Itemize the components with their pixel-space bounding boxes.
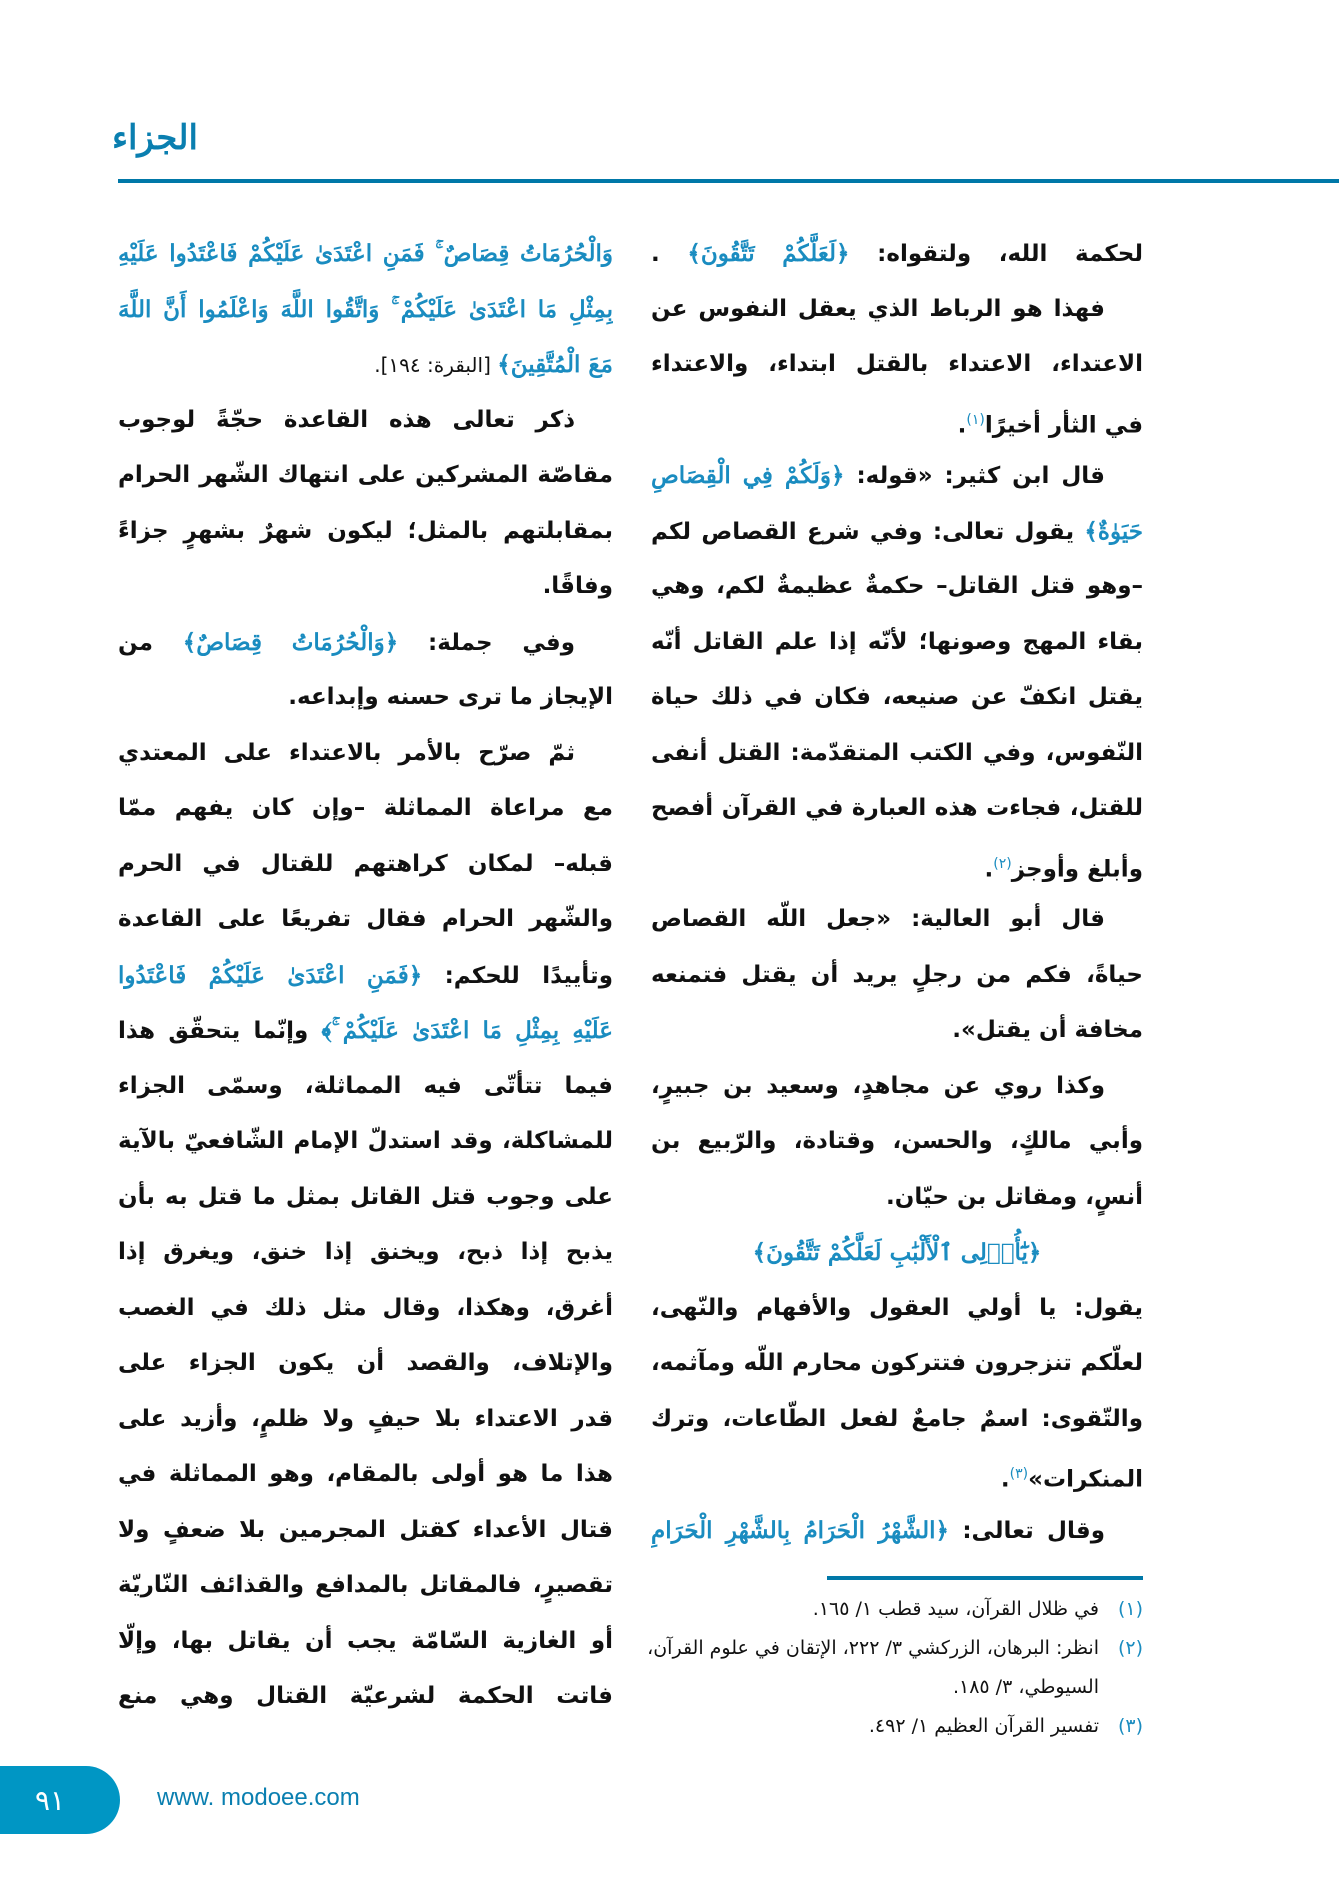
footnote-number: (٣) <box>1117 1715 1143 1737</box>
text-line <box>118 1392 613 1448</box>
text-line <box>118 1281 613 1337</box>
footnote-text: تفسير القرآن العظيم ١/ ٤٩٢. <box>868 1715 1099 1737</box>
text-line <box>118 1059 613 1115</box>
text-line <box>651 1059 1143 1115</box>
footnote-reference[interactable]: (٢) <box>993 855 1012 872</box>
quran-verse: ﴿يَٰٓأُو۟لِى ٱلْأَلْبَٰبِ لَعَلَّكُمْ تَتَّقُونَ﴾ <box>752 1239 1042 1266</box>
quran-verse: مَعَ الْمُتَّقِينَ﴾ <box>497 351 613 378</box>
text-line <box>651 670 1143 726</box>
body-text: يقول تعالى: وفي شرع القصاص لكم <box>651 518 1085 545</box>
body-text: فاتت الحكمة لشرعيّة القتال وهي منع <box>118 1683 613 1709</box>
body-text: فيما تتأتّى فيه المماثلة، وسمّى الجزاء <box>118 1072 613 1099</box>
body-text: . <box>984 856 994 883</box>
text-line <box>118 1447 613 1503</box>
text-line <box>118 948 613 1004</box>
body-text: ذكر تعالى هذه القاعدة حجّةً لوجوب <box>118 406 575 433</box>
text-line <box>118 1336 613 1392</box>
text-line <box>651 337 1143 393</box>
text-line <box>651 226 1143 282</box>
body-text: . <box>651 241 688 267</box>
body-text: . <box>1000 1466 1010 1493</box>
body-text: وأبي مالكٍ، والحسن، وقتادة، والرّبيع بن <box>651 1128 1143 1154</box>
text-line <box>118 337 613 393</box>
text-line <box>651 892 1143 948</box>
body-text: يقول: يا أولي العقول والأفهام والنّهى، <box>651 1294 1143 1321</box>
body-text: بقاء المهج وصونها؛ لأنّه إذا علم القاتل أنّه <box>651 628 1143 655</box>
body-text: أنسٍ، ومقاتل بن حيّان. <box>886 1183 1143 1210</box>
text-line <box>118 1003 613 1059</box>
quran-verse: ﴿فَمَنِ اعْتَدَىٰ عَلَيْكُمْ فَاعْتَدُوا <box>118 961 423 989</box>
text-line <box>118 393 613 449</box>
body-text: المنكرات» <box>1028 1466 1143 1493</box>
footnote-divider <box>827 1576 1143 1580</box>
body-text: فهذا هو الرباط الذي يعقل النفوس عن <box>651 295 1105 322</box>
body-text: يذبح إذا ذبح، ويخنق إذا خنق، ويغرق إذا <box>118 1239 613 1265</box>
text-line <box>118 837 613 893</box>
body-text: –وهو قتل القاتل– حكمةٌ عظيمةٌ لكم، وهي <box>651 573 1143 599</box>
text-line <box>651 504 1143 560</box>
text-line <box>651 282 1143 338</box>
text-line <box>651 1225 1143 1281</box>
text-line <box>651 1503 1143 1559</box>
right-text-column <box>651 226 1143 1558</box>
text-line <box>651 948 1143 1004</box>
footnote <box>640 1629 1143 1707</box>
text-line <box>651 615 1143 671</box>
quran-verse: ﴿الشَّهْرُ الْحَرَامُ بِالشَّهْرِ الْحَرَامِ <box>651 1516 950 1544</box>
footnote-reference[interactable]: (١) <box>966 411 985 428</box>
text-line <box>651 1281 1143 1337</box>
text-line <box>118 670 613 726</box>
body-text: ثمّ صرّح بالأمر بالاعتداء على المعتدي <box>118 739 575 766</box>
body-text: قبله– لمكان كراهتهم للقتال في الحرم <box>118 850 613 877</box>
footnotes <box>640 1590 1143 1746</box>
quran-verse: ﴿وَلَكُمْ فِي الْقِصَاصِ <box>651 462 845 489</box>
footnote-text: انظر: البرهان، الزركشي ٣/ ٢٢٢، الإتقان في علوم القرآن، السيوطي، ٣/ ١٨٥. <box>647 1637 1099 1698</box>
quran-verse: بِمِثْلِ مَا اعْتَدَىٰ عَلَيْكُمْ ۚ وَاتَّقُوا اللَّهَ وَاعْلَمُوا أَنَّ اللَّهَ <box>118 295 613 323</box>
text-line <box>651 559 1143 615</box>
body-text: على وجوب قتل القاتل بمثل ما قتل به بأن <box>118 1183 613 1210</box>
body-text: مخافة أن يقتل». <box>952 1017 1143 1043</box>
text-line <box>651 393 1143 449</box>
body-text: للمشاكلة، وقد استدلّ الإمام الشّافعيّ بالآية <box>118 1128 613 1154</box>
body-text: وقال تعالى: <box>949 1517 1105 1544</box>
text-line <box>118 892 613 948</box>
body-text: حياةً، فكم من رجلٍ يريد أن يقتل فتمنعه <box>651 961 1143 988</box>
text-line <box>118 559 613 615</box>
body-text: أغرق، وهكذا، وقال مثل ذلك في الغصب <box>118 1294 613 1321</box>
body-text: مقاصّة المشركين على انتهاك الشّهر الحرام <box>118 462 613 488</box>
body-text: مع مراعاة المماثلة –وإن كان يفهم ممّا <box>118 795 613 821</box>
quran-verse: ﴿لَعَلَّكُمْ تَتَّقُونَ﴾ <box>687 240 850 267</box>
text-line <box>651 448 1143 504</box>
body-text: وإنّما يتحقّق هذا <box>118 1018 322 1044</box>
quran-verse: عَلَيْهِ بِمِثْلِ مَا اعْتَدَىٰ عَلَيْكُمْ ۚ﴾ <box>321 1017 613 1044</box>
body-text: قال ابن كثير: «قوله: <box>844 463 1105 489</box>
text-line <box>118 781 613 837</box>
text-line <box>118 726 613 782</box>
text-line <box>118 282 613 338</box>
footnote-reference[interactable]: (٣) <box>1009 1466 1029 1482</box>
footnote-number: (١) <box>1117 1598 1143 1620</box>
text-line <box>651 1003 1143 1059</box>
body-text: وفي جملة: <box>398 629 575 656</box>
body-text: وتأييدًا للحكم: <box>422 962 613 989</box>
text-line <box>651 1170 1143 1226</box>
body-text: والتّقوى: اسمٌ جامعٌ لفعل الطّاعات، وترك <box>651 1405 1143 1432</box>
text-line <box>651 726 1143 782</box>
text-line <box>651 1392 1143 1448</box>
text-line <box>118 1170 613 1226</box>
body-text: وكذا روي عن مجاهدٍ، وسعيد بن جبيرٍ، <box>651 1072 1105 1099</box>
footnote-text: في ظلال القرآن، سيد قطب ١/ ١٦٥. <box>812 1598 1099 1620</box>
body-text: هذا ما هو أولى بالمقام، وهو المماثلة في <box>118 1461 613 1487</box>
body-text: بمقابلتهم بالمثل؛ ليكون شهرٌ بشهرٍ جزاءً <box>118 517 613 544</box>
text-line <box>118 615 613 671</box>
body-text: والشّهر الحرام فقال تفريعًا على القاعدة <box>118 906 613 932</box>
body-text: لحكمة الله، ولتقواه: <box>849 241 1143 267</box>
body-text: . <box>957 412 967 439</box>
body-text: الإيجاز ما ترى حسنه وإبداعه. <box>288 684 613 710</box>
body-text: قتال الأعداء كقتل المجرمين بلا ضعفٍ ولا <box>118 1516 613 1543</box>
body-text: تقصيرٍ، فالمقاتل بالمدافع والقذائف النّاريّة <box>118 1572 613 1598</box>
quran-verse: حَيَوٰةٌ﴾ <box>1084 517 1143 545</box>
body-text: قدر الاعتداء بلا حيفٍ ولا ظلمٍ، وأزيد على <box>118 1405 613 1432</box>
website-link[interactable]: www. modoee.com <box>157 1784 360 1811</box>
body-text: قال أبو العالية: «جعل اللّه القصاص <box>651 906 1105 932</box>
body-text: النّفوس، وفي الكتب المتقدّمة: القتل أنفى <box>651 739 1143 766</box>
footnote-number: (٢) <box>1117 1637 1143 1659</box>
body-text: وأبلغ وأوجز <box>1011 856 1143 883</box>
body-text: وفاقًا. <box>542 573 613 599</box>
text-line <box>651 1336 1143 1392</box>
body-text: والإتلاف، والقصد أن يكون الجزاء على <box>118 1350 613 1376</box>
text-line <box>651 781 1143 837</box>
text-line <box>651 1114 1143 1170</box>
text-line <box>118 1669 613 1725</box>
body-text: في الثأر أخيرًا <box>984 412 1143 439</box>
text-line <box>118 1614 613 1670</box>
quran-verse: وَالْحُرُمَاتُ قِصَاصٌ ۚ فَمَنِ اعْتَدَىٰ عَلَيْكُمْ فَاعْتَدُوا عَلَيْهِ <box>118 240 613 267</box>
body-text: من <box>118 629 183 656</box>
quran-verse: ﴿وَالْحُرُمَاتُ قِصَاصٌ﴾ <box>182 628 399 656</box>
body-text: الاعتداء، الاعتداء بالقتل ابتداء، والاعتداء <box>651 351 1143 377</box>
footnote <box>640 1590 1143 1629</box>
body-text: لعلّكم تنزجرون فتتركون محارم اللّه ومآثمه، <box>651 1350 1143 1376</box>
body-text: للقتل، فجاءت هذه العبارة في القرآن أفصح <box>651 795 1143 821</box>
text-line <box>118 1503 613 1559</box>
body-text: أو الغازية السّامّة يجب أن يقاتل بها، وإلّا <box>118 1627 613 1654</box>
body-text: يقتل انكفّ عن صنيعه، فكان في ذلك حياة <box>651 684 1143 710</box>
text-line <box>118 1558 613 1614</box>
text-line <box>651 1447 1143 1503</box>
text-line <box>118 448 613 504</box>
text-line <box>118 1225 613 1281</box>
text-line <box>651 837 1143 893</box>
chapter-title: الجزاء <box>112 118 198 158</box>
text-line <box>118 1114 613 1170</box>
footnote <box>640 1707 1143 1746</box>
page-number-tab: ٩١ <box>0 1766 120 1834</box>
text-line <box>118 504 613 560</box>
left-text-column <box>118 226 613 1725</box>
header-divider <box>118 179 1339 183</box>
text-line <box>118 226 613 282</box>
verse-citation: [البقرة: ١٩٤]. <box>374 353 498 377</box>
